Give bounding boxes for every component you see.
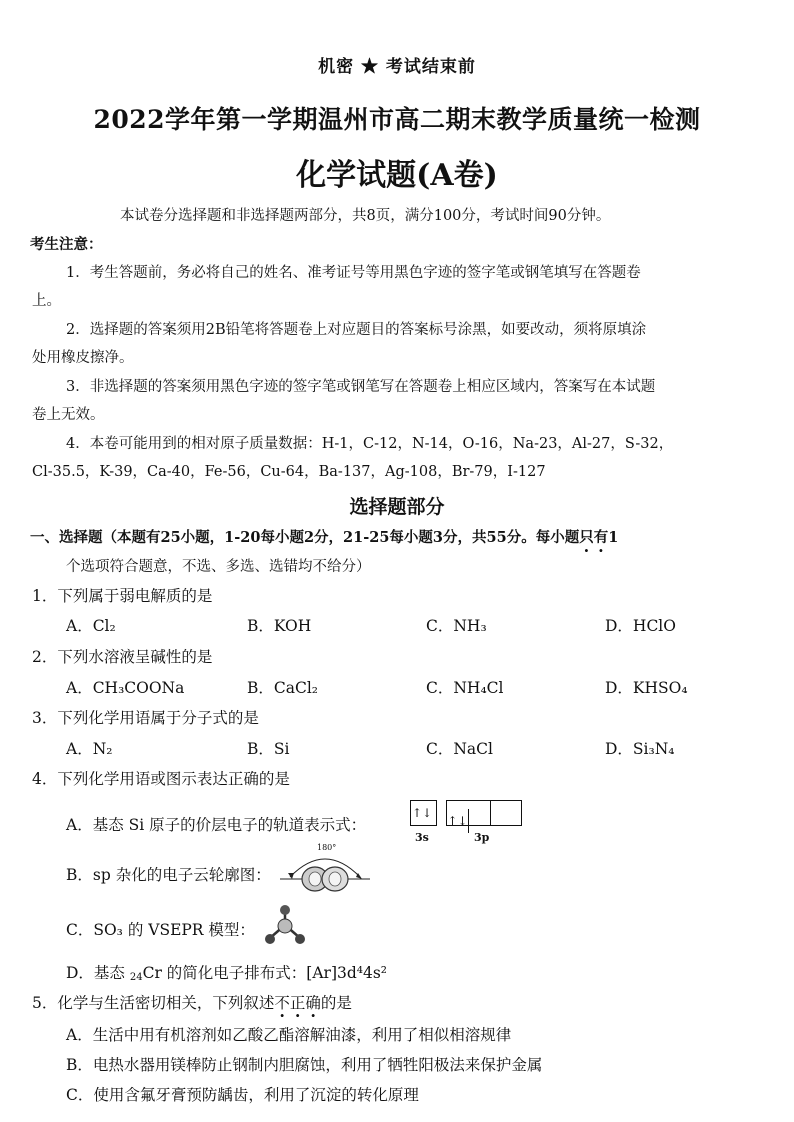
orbital-cell: ↑↓	[411, 806, 433, 820]
orbital-cell-empty	[491, 801, 513, 825]
q5-option-a: A．生活中用有机溶剂如乙酸乙酯溶解油漆，利用了相似相溶规律	[66, 1026, 512, 1044]
q4-option-d	[66, 961, 387, 983]
q1-option-d: D．HClO	[605, 617, 676, 635]
exam-title: 2022学年第一学期温州市高二期末教学质量统一检测	[93, 105, 701, 134]
q4-d-text: Cr 的简化电子排布式：[Ar]3d⁴4s²	[142, 964, 388, 982]
q3-option-b: B．Si	[247, 740, 290, 758]
section-title: 选择题部分	[349, 496, 445, 518]
note-1-line-2: 上。	[32, 293, 61, 309]
angle-label: 180°	[317, 843, 337, 852]
section-instructions-line-2: 个选项符合题意，不选、多选、选错均不给分）	[66, 559, 371, 575]
question-4-stem: 4．下列化学用语或图示表达正确的是	[32, 770, 290, 788]
question-2-stem: 2．下列水溶液呈碱性的是	[32, 648, 213, 666]
q4-option-a: A．基态 Si 原子的价层电子的轨道表示式：	[66, 816, 367, 834]
orbital-cell-empty	[469, 801, 491, 825]
q3-option-d: D．Si₃N₄	[605, 740, 675, 758]
q5-stem-text: 的是	[320, 994, 352, 1012]
vsepr-model-icon	[262, 902, 308, 948]
q4-option-c: C．SO₃ 的 VSEPR 模型：	[66, 921, 255, 939]
note-4-line-2: Cl-35.5，K-39，Ca-40，Fe-56，Cu-64，Ba-137，Ag-108，Br-79，I-127	[32, 464, 546, 480]
emphasis-char: 只	[579, 529, 594, 546]
section-instr-text: 1	[608, 529, 619, 546]
exam-intro: 本试卷分选择题和非选择题两部分，共8页，满分100分，考试时间90分钟。	[120, 208, 611, 224]
emphasis-char: 正	[289, 994, 306, 1012]
q5-option-b: B．电热水器用镁棒防止钢制内胆腐蚀，利用了牺牲阳极法来保护金属	[66, 1056, 543, 1074]
q1-option-a: A．Cl₂	[66, 617, 116, 635]
q1-option-b: B．KOH	[247, 617, 312, 635]
question-3-stem: 3．下列化学用语属于分子式的是	[32, 709, 259, 727]
section-instructions-line-1	[30, 526, 618, 547]
q2-option-c: C．NH₄Cl	[426, 679, 504, 697]
note-3-line-1: 3．非选择题的答案须用黑色字迹的签字笔或钢笔写在答题卷上相应区域内，答案写在本试题	[66, 379, 656, 395]
q2-option-a: A．CH₃COONa	[66, 679, 185, 697]
question-1-stem: 1．下列属于弱电解质的是	[32, 587, 213, 605]
q5-stem-text: 5．化学与生活密切相关，下列叙述	[32, 994, 275, 1012]
q2-option-d: D．KHSO₄	[605, 679, 688, 697]
q5-option-c: C．使用含氟牙膏预防龋齿，利用了沉淀的转化原理	[66, 1086, 419, 1104]
orbital-label-3s: 3s	[415, 831, 429, 844]
section-instr-text: 一、选择题（本题有25小题，1-20每小题2分，21-25每小题3分，共55分。每小题	[30, 529, 580, 546]
emphasis-char: 确	[305, 994, 321, 1012]
q1-option-c: C．NH₃	[426, 617, 487, 635]
q3-option-a: A．N₂	[66, 740, 113, 758]
q2-option-b: B．CaCl₂	[247, 679, 319, 697]
note-2-line-1: 2．选择题的答案须用2B铅笔将答题卷上对应题目的答案标号涂黑，如要改动，须将原填涂	[66, 322, 647, 338]
vsepr-model-diagram	[262, 902, 308, 948]
notes-heading: 考生注意：	[30, 236, 103, 253]
orbital-box-3p	[446, 800, 522, 826]
note-4-line-1: 4．本卷可能用到的相对原子质量数据：H-1，C-12，N-14，O-16，Na-23，Al-27，S-32，	[66, 436, 674, 452]
note-3-line-2: 卷上无效。	[32, 407, 105, 423]
question-5-stem	[32, 991, 352, 1013]
q4-option-b: B．sp 杂化的电子云轮廓图：	[66, 866, 271, 884]
confidential-label: 机密 ★ 考试结束前	[318, 57, 476, 77]
q4-d-text: D．基态	[66, 964, 130, 982]
emphasis-char: 不	[274, 994, 290, 1012]
orbital-box-3s	[410, 800, 437, 826]
emphasis-char: 有	[593, 529, 609, 546]
exam-subtitle: 化学试题(A卷)	[296, 158, 498, 193]
note-1-line-1: 1．考生答题前，务必将自己的姓名、准考证号等用黑色字迹的签字笔或钢笔填写在答题卷	[66, 265, 641, 281]
note-2-line-2: 处用橡皮擦净。	[32, 350, 134, 366]
atomic-number: 24	[129, 972, 143, 983]
orbital-cell: ↑↓	[447, 809, 469, 833]
sp-orbital-diagram	[270, 843, 380, 893]
orbital-label-3p: 3p	[474, 831, 490, 844]
q3-option-c: C．NaCl	[426, 740, 493, 758]
